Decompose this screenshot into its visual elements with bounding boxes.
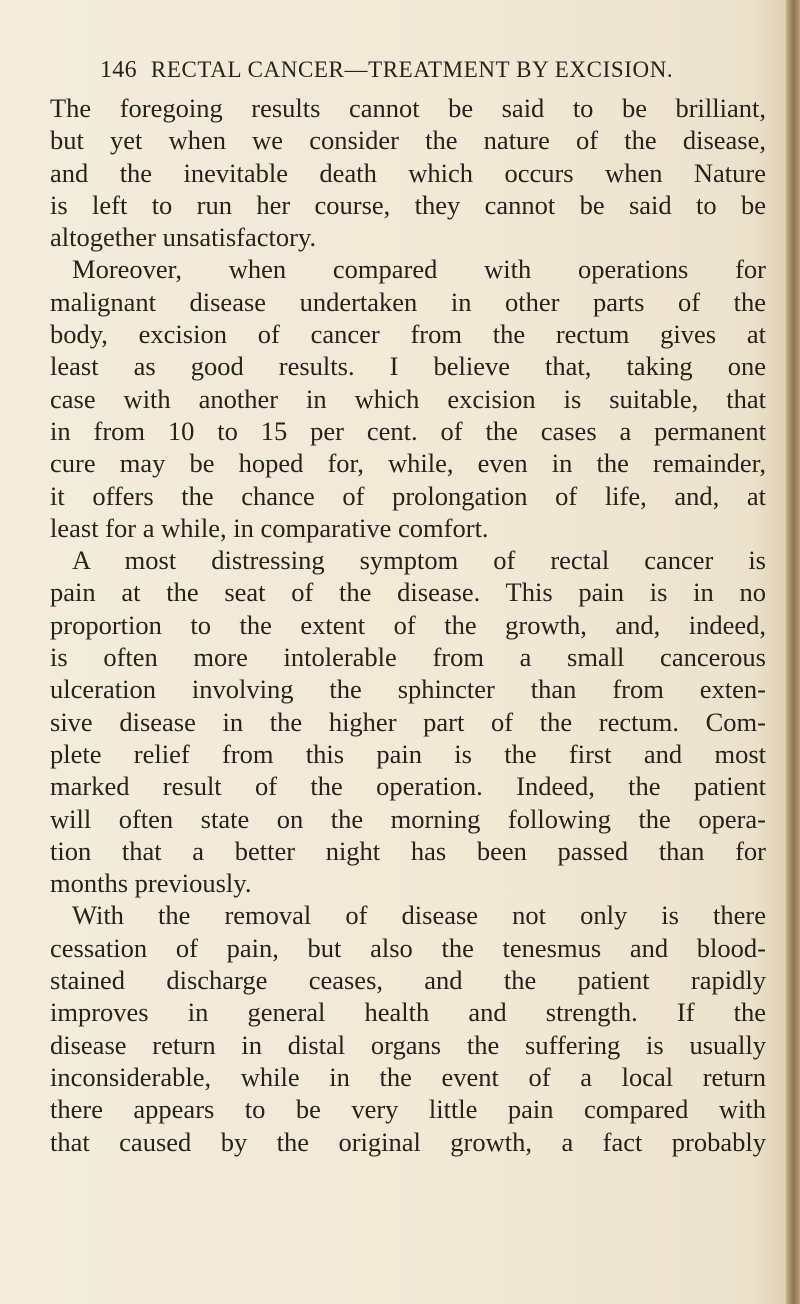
text-line: altogether unsatisfactory. (50, 222, 317, 253)
text-line: least as good results. I believe that, taking one (50, 351, 766, 382)
text-line: there appears to be very little pain compared with (50, 1094, 766, 1125)
text-line: With the removal of disease not only is there (72, 900, 766, 931)
paragraph-3 (50, 544, 766, 899)
text-line: cure may be hoped for, while, even in the remainder, (50, 448, 766, 479)
text-line: plete relief from this pain is the first and most (50, 738, 766, 769)
text-line: A most distressing symptom of rectal cancer is (72, 545, 766, 576)
text-line: The foregoing results cannot be said to be brilliant, (50, 93, 766, 123)
text-line: body, excision of cancer from the rectum gives at (50, 319, 766, 350)
text-line: but yet when we consider the nature of the disease, (50, 125, 766, 156)
text-line: inconsiderable, while in the event of a local return (50, 1061, 766, 1092)
text-line: is left to run her course, they cannot be said to be (50, 189, 766, 220)
text-line: malignant disease undertaken in other parts of the (50, 286, 766, 317)
text-line: improves in general health and strength. If the (50, 997, 766, 1028)
text-line: will often state on the morning following the opera- (50, 803, 766, 834)
page-binding-edge (786, 0, 800, 1304)
text-line: disease return in distal organs the suffering is usually (50, 1029, 766, 1060)
paragraph-2 (50, 253, 766, 544)
text-line: sive disease in the higher part of the rectum. Com- (50, 706, 766, 737)
text-line: case with another in which excision is suitable, that (50, 383, 766, 414)
text-line: proportion to the extent of the growth, and, indeed, (50, 609, 766, 640)
running-head (100, 52, 760, 88)
text-line: in from 10 to 15 per cent. of the cases a permanent (50, 415, 766, 446)
text-line: is often more intolerable from a small cancerous (50, 642, 766, 673)
running-head-title: RECTAL CANCER—TREATMENT BY EXCISION. (150, 57, 674, 82)
text-line: marked result of the operation. Indeed, the patient (50, 771, 766, 802)
paragraph-4 (50, 899, 766, 1157)
text-line: that caused by the original growth, a fact probably (50, 1126, 766, 1157)
text-line: and the inevitable death which occurs when Nature (50, 157, 766, 188)
text-line: pain at the seat of the disease. This pain is in no (50, 577, 766, 608)
text-line: cessation of pain, but also the tenesmus and blood- (50, 932, 766, 963)
text-line: stained discharge ceases, and the patient rapidly (50, 965, 766, 996)
text-line: it offers the chance of prolongation of life, and, at (50, 480, 766, 511)
body-text (50, 92, 766, 1158)
page-number: 146 (100, 57, 137, 83)
text-line: ulceration involving the sphincter than from exten- (50, 674, 766, 705)
text-line: Moreover, when compared with operations for (72, 254, 766, 285)
paragraph-1 (50, 92, 766, 253)
text-line: tion that a better night has been passed than for (50, 835, 766, 866)
text-line: months previously. (50, 868, 252, 899)
text-line: least for a while, in comparative comfort. (50, 512, 489, 543)
